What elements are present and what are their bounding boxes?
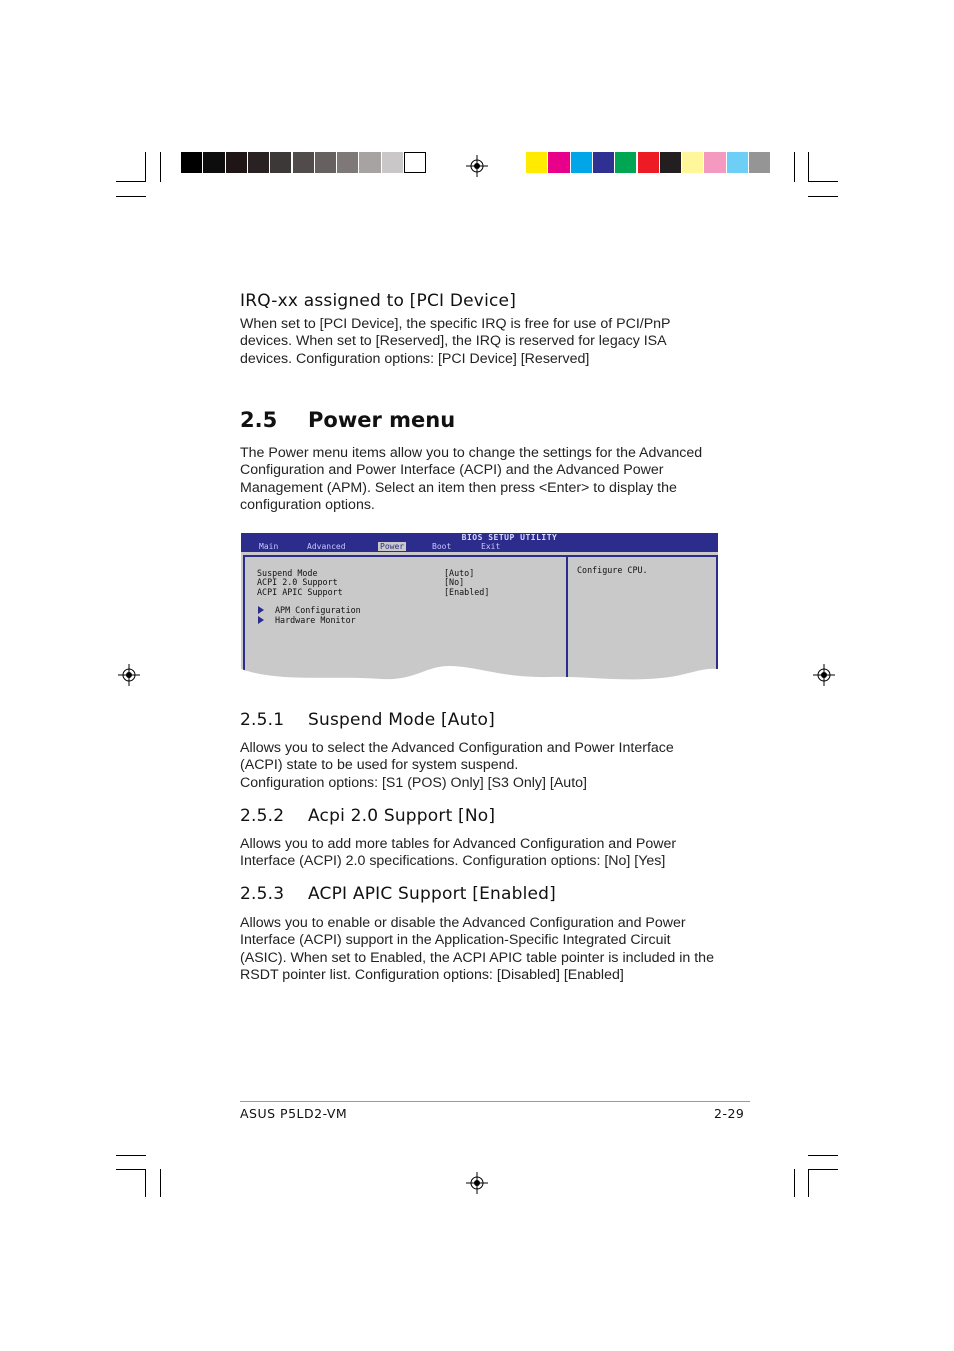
subsection-body [240, 740, 720, 792]
bios-submenu-apm[interactable]: APM Configuration [275, 605, 361, 615]
color-swatch [682, 152, 704, 173]
subsection-title: Acpi 2.0 Support [No] [308, 806, 496, 826]
crop-mark [808, 1169, 838, 1170]
subsection-heading [240, 884, 556, 904]
crop-mark [808, 181, 838, 182]
crop-mark [808, 1169, 809, 1197]
registration-mark-icon [118, 664, 140, 686]
color-swatch [226, 152, 248, 173]
color-swatch [615, 152, 637, 173]
body-line: Interface (ACPI) support in the Application-Specific Integrated Circuit [240, 932, 671, 949]
crop-mark [808, 1155, 838, 1156]
body-line: RSDT pointer list. Configuration options: [Disabled] [Enabled] [240, 967, 624, 984]
subsection-number: 2.5.2 [240, 806, 285, 826]
page-number: 2-29 [714, 1106, 745, 1121]
subsection-number: 2.5.1 [240, 710, 285, 730]
irq-heading: IRQ-xx assigned to [PCI Device] [240, 291, 517, 311]
bios-tab-boot[interactable]: Boot [432, 542, 452, 551]
color-swatch [548, 152, 570, 173]
crop-mark [794, 1169, 795, 1197]
color-swatch [704, 152, 726, 173]
color-swatch [359, 152, 381, 173]
bios-help-text: Configure CPU. [577, 565, 648, 575]
registration-mark-icon [466, 155, 488, 177]
crop-mark [160, 1169, 161, 1197]
subsection-heading [240, 710, 495, 730]
subsection-body [240, 836, 720, 871]
registration-mark-icon [813, 664, 835, 686]
body-line: Allows you to enable or disable the Advanced Configuration and Power [240, 915, 686, 931]
bios-tab-exit[interactable]: Exit [481, 542, 501, 551]
registration-mark-icon [466, 1172, 488, 1194]
section-intro: The Power menu items allow you to change the settings for the Advanced Configuration and Power Interface (ACPI) and the Advanced Power Management (APM). Select an item then press <Enter> to display the configuration options. [240, 445, 703, 514]
body-line: Interface (ACPI) 2.0 specifications. Configuration options: [No] [Yes] [240, 853, 666, 870]
color-swatch [203, 152, 225, 173]
footer-model: ASUS P5LD2-VM [240, 1106, 348, 1121]
subsection-body [240, 915, 730, 985]
color-swatch [404, 152, 426, 173]
crop-mark [116, 1155, 146, 1156]
irq-body: When set to [PCI Device], the specific IRQ is free for use of PCI/PnP devices. When set to [Reserved], the IRQ is reserved for legacy ISA devices. Configuration options: [PCI Device] [Reserved] [240, 316, 671, 367]
bios-title: BIOS SETUP UTILITY [461, 533, 558, 542]
footer-rule [240, 1101, 750, 1102]
color-swatch [593, 152, 615, 173]
crop-mark [116, 1169, 146, 1170]
bios-value-acpi-apic[interactable]: [Enabled] [444, 587, 490, 597]
section-number: 2.5 [240, 408, 278, 432]
color-swatch [270, 152, 292, 173]
color-swatch [727, 152, 749, 173]
body-line: (ASIC). When set to Enabled, the ACPI APIC table pointer is included in the [240, 949, 714, 966]
crop-mark [145, 152, 146, 182]
bios-tab-advanced[interactable]: Advanced [307, 542, 346, 551]
crop-mark [116, 196, 146, 197]
subsection-number: 2.5.3 [240, 884, 285, 904]
subsection-heading [240, 806, 495, 826]
color-swatch [526, 152, 548, 173]
crop-mark [145, 1169, 146, 1197]
color-swatch [571, 152, 593, 173]
crop-mark [808, 152, 809, 182]
bios-value-acpi-20[interactable]: [No] [444, 577, 465, 587]
color-swatch [749, 152, 771, 173]
color-swatch [315, 152, 337, 173]
body-line: Allows you to add more tables for Advanced Configuration and Power [240, 836, 677, 852]
color-swatch [248, 152, 270, 173]
bios-setting-suspend-mode[interactable]: Suspend Mode [257, 568, 318, 578]
body-line: Allows you to select the Advanced Configuration and Power Interface [240, 740, 674, 756]
bios-value-suspend-mode[interactable]: [Auto] [444, 568, 475, 578]
submenu-arrow-icon [258, 616, 264, 624]
subsection-title: Suspend Mode [Auto] [308, 710, 495, 730]
torn-edge [241, 663, 718, 683]
section-title-text: Power menu [308, 408, 456, 432]
body-line: Configuration options: [S1 (POS) Only] [S3 Only] [Auto] [240, 774, 587, 791]
bios-screenshot [241, 533, 718, 683]
color-swatch [660, 152, 682, 173]
bios-tab-main[interactable]: Main [259, 542, 279, 551]
bios-tab-power[interactable]: Power [380, 542, 405, 551]
crop-mark [794, 152, 795, 182]
color-swatch [382, 152, 404, 173]
section-title [240, 408, 455, 432]
bios-submenu-hardware-monitor[interactable]: Hardware Monitor [275, 615, 356, 625]
crop-mark [116, 181, 146, 182]
color-swatch [181, 152, 203, 173]
color-swatch [337, 152, 359, 173]
crop-mark [808, 196, 838, 197]
bios-setting-acpi-20[interactable]: ACPI 2.0 Support [257, 577, 338, 587]
color-swatch [638, 152, 660, 173]
subsection-title: ACPI APIC Support [Enabled] [308, 884, 557, 904]
color-swatch [293, 152, 315, 173]
submenu-arrow-icon [258, 606, 264, 614]
crop-mark [160, 152, 161, 182]
bios-setting-acpi-apic[interactable]: ACPI APIC Support [257, 587, 343, 597]
body-line: (ACPI) state to be used for system suspend. [240, 757, 519, 774]
